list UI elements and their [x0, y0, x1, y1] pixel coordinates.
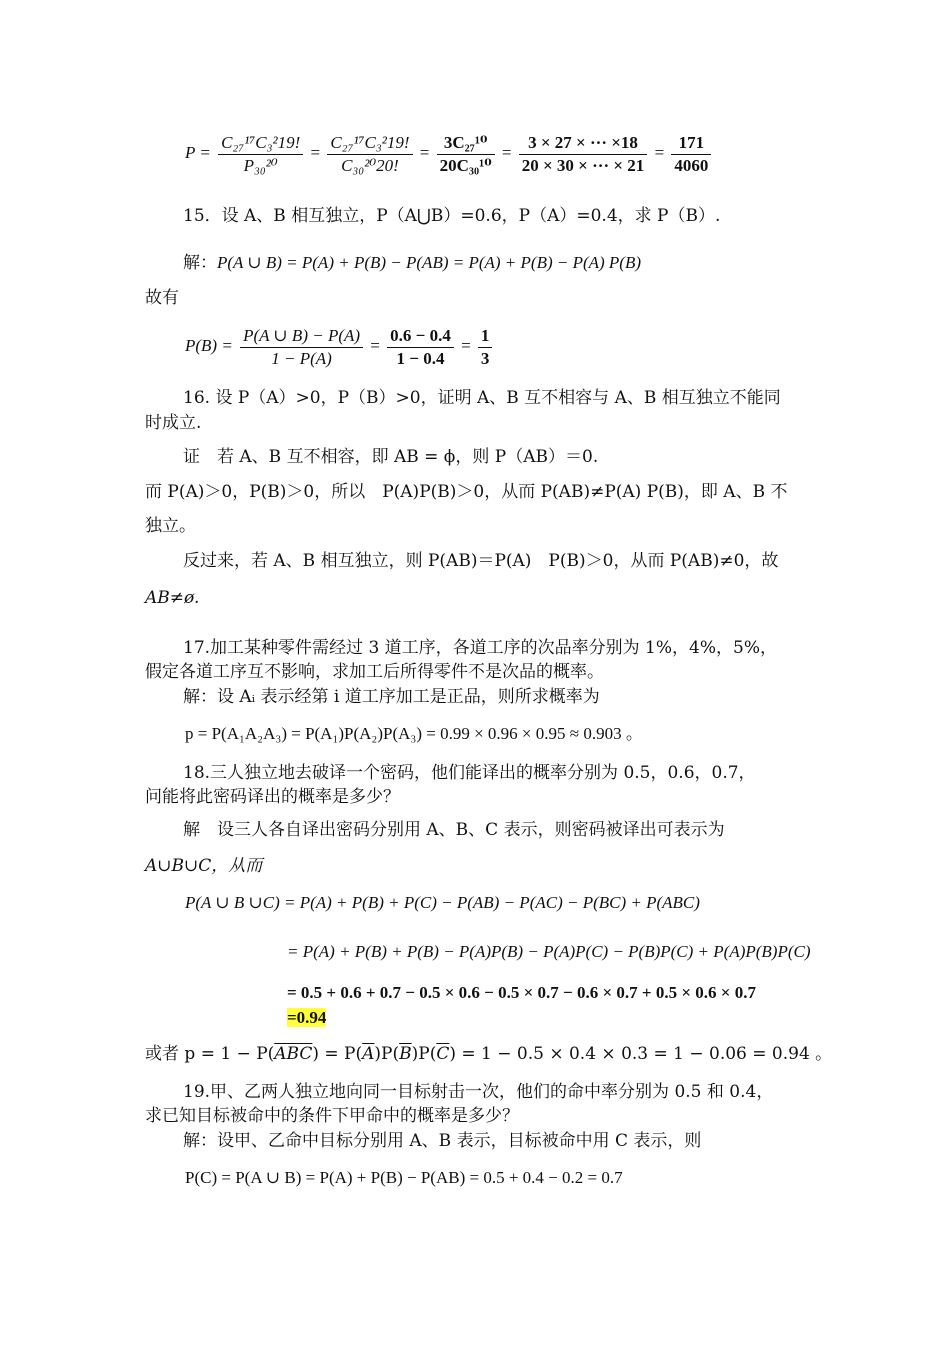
formula-top: P = $\frac{\text{C₂₇¹⁷C₃²19!}}{\text{P₃₀²⁰}}$ = $\frac{\text{C₂₇¹⁷C₃²19!}}{\text{C₃₀²⁰20!}}$ = $\frac{\text{3C₂₇¹⁰}}{\text{20C₃₀¹⁰}}$ = $\frac{3 \times 27 \times \cdot\cdot\cdot \times 18}{20 \times 30 \times \cdot\cdot\cdot \times 21}$ = $\frac{171}{4060}$	[185, 127, 714, 179]
fraction-2: $\frac{\text{C₂₇¹⁷C₃²19!}}{\text{C₃₀²⁰20!}}$	[327, 132, 412, 177]
q19-line-1: 19.甲、乙两人独立地向同一目标射击一次，他们的命中率分别为 0.5 和 0.4，	[183, 1082, 774, 1102]
q18-equation-1: P(A ∪ B ∪C) = P(A) + P(B) + P(C) − P(AB) − P(AC) − P(BC) + P(ABC)	[185, 893, 700, 912]
q15-pb-formula: P(B) = $\frac{P(A \cup B) - P(A)}{1 - P(A)}$ = $\frac{0.6 - 0.4}{1 - 0.4}$ = $\frac{1}{3}$	[185, 322, 495, 370]
q18-equation-2: = P(A) + P(B) + P(B) − P(A)P(B) − P(A)P(C) − P(B)P(C) + P(A)P(B)P(C)	[287, 942, 811, 961]
q17-line-1: 17.加工某种零件需经过 3 道工序，各道工序的次品率分别为 1%，4%，5%，	[183, 638, 777, 658]
q18-solution-2: A∪B∪C，从而	[145, 856, 263, 876]
pb-fraction-2: $\frac{0.6 - 0.4}{1 - 0.4}$	[387, 325, 454, 370]
q16-line-1: 16. 设 P（A）>0，P（B）>0，证明 A、B 互不相容与 A、B 相互独立不能同	[183, 388, 781, 408]
highlighted-result: =0.94	[287, 1008, 327, 1027]
q19-solution: 解：设甲、乙命中目标分别用 A、B 表示，目标被命中用 C 表示，则	[183, 1131, 702, 1151]
q17-solution: 解：设 Aᵢ 表示经第 i 道工序加工是正品，则所求概率为	[183, 687, 600, 707]
q15-question: 15．设 A、B 相互独立，P（A⋃B）=0.6，P（A）=0.4，求 P（B）.	[183, 206, 721, 226]
fraction-5: $\frac{171}{4060}$	[671, 132, 711, 177]
q19-line-2: 求已知目标被命中的条件下甲命中的概率是多少？	[145, 1106, 519, 1126]
q16-proof-4: 反过来，若 A、B 相互独立，则 P(AB)＝P(A) P(B)＞0，从而 P(AB)≠0，故	[183, 551, 779, 571]
fraction-1: $\frac{\text{C₂₇¹⁷C₃²19!}}{\text{P₃₀²⁰}}$	[218, 132, 303, 177]
q18-alternative: 或者 $p = 1 - P(\overline{ABC}) = P(\overline{A})P(\overline{B})P(\overline{C}) = 1 - 0.5 \times 0.4 \times 0.3 = 1 - 0.06 = 0.94$ 。	[145, 1044, 833, 1064]
fraction-4: $\frac{3 \times 27 \times \cdot\cdot\cdot \times 18}{20 \times 30 \times \cdot\cdot\cdot \times 21}$	[519, 132, 648, 177]
fraction-3: $\frac{\text{3C₂₇¹⁰}}{\text{20C₃₀¹⁰}}$	[437, 132, 495, 177]
q18-equation-3: = 0.5 + 0.6 + 0.7 − 0.5 × 0.6 − 0.5 × 0.7 − 0.6 × 0.7 + 0.5 × 0.6 × 0.7	[287, 983, 756, 1002]
pb-fraction-3: $\frac{1}{3}$	[478, 325, 493, 370]
q16-proof-2: 而 P(A)＞0，P(B)＞0，所以 P(A)P(B)＞0，从而 P(AB)≠P(A) P(B)，即 A、B 不	[145, 482, 788, 502]
q16-proof-3: 独立。	[145, 516, 196, 536]
q18-line-2: 问能将此密码译出的概率是多少？	[145, 787, 400, 807]
q19-equation: P(C) = P(A ∪ B) = P(A) + P(B) − P(AB) = 0.5 + 0.4 − 0.2 = 0.7	[185, 1168, 623, 1187]
q17-equation: p = P(A₁A₂A₃) = P(A₁)P(A₂)P(A₃) = 0.99 × 0.96 × 0.95 ≈ 0.903 。	[185, 724, 643, 743]
q16-line-2: 时成立.	[145, 413, 202, 433]
q18-line-1: 18.三人独立地去破译一个密码，他们能译出的概率分别为 0.5，0.6，0.7，	[183, 763, 756, 783]
q18-solution-1: 解 设三人各自译出密码分别用 A、B、C 表示，则密码被译出可表示为	[183, 820, 725, 840]
q15-therefore: 故有	[145, 288, 179, 308]
q17-line-2: 假定各道工序互不影响，求加工后所得零件不是次品的概率。	[145, 662, 604, 682]
pb-fraction-1: $\frac{P(A \cup B) - P(A)}{1 - P(A)}$	[240, 325, 363, 370]
q15-solution: 解：P(A ∪ B) = P(A) + P(B) − P(AB) = P(A) + P(B) − P(A) P(B)	[183, 253, 642, 273]
formula-lhs: P =	[185, 143, 211, 162]
q16-proof-5: AB≠ø.	[145, 588, 200, 608]
q16-proof-1: 证 若 A、B 互不相容，即 AB = ϕ，则 P（AB）＝0.	[183, 447, 599, 467]
q18-equation-4	[287, 1006, 326, 1030]
